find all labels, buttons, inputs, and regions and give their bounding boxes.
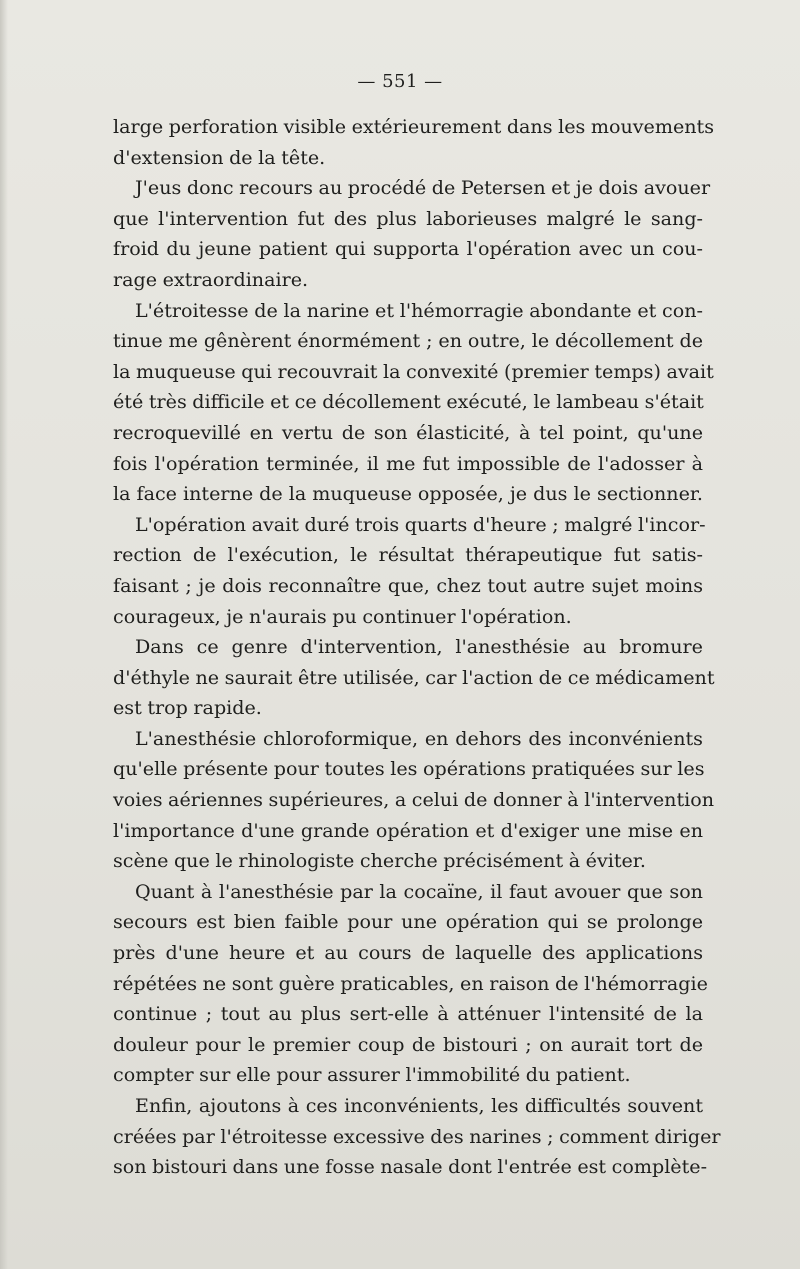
text-line: son bistouri dans une fosse nasale dont l'entrée est complète- <box>113 1155 708 1179</box>
text-line: J'eus donc recours au procédé de Petersen et je dois avouer <box>135 176 711 200</box>
text-line: créées par l'étroitesse excessive des narines ; comment diriger <box>113 1124 721 1148</box>
text-line: courageux, je n'aurais pu continuer l'opération. <box>113 604 572 628</box>
text-line: froid du jeune patient qui supporta l'opération avec un cou- <box>113 237 703 261</box>
page-number: — 551 — <box>357 71 443 92</box>
text-line: l'importance d'une grande opération et d'exiger une mise en <box>113 818 703 842</box>
text-line: fois l'opération terminée, il me fut impossible de l'adosser à <box>113 451 703 475</box>
text-line: est trop rapide. <box>113 696 262 720</box>
text-line: rection de l'exécution, le résultat thérapeutique fut satis- <box>113 543 703 567</box>
text-line: compter sur elle pour assurer l'immobilité du patient. <box>113 1063 631 1087</box>
text-line: qu'elle présente pour toutes les opérations pratiquées sur les <box>113 757 705 781</box>
text-line: douleur pour le premier coup de bistouri ; on aurait tort de <box>113 1032 703 1056</box>
text-line: rage extraordinaire. <box>113 267 309 291</box>
text-line: secours est bien faible pour une opération qui se prolonge <box>113 910 703 934</box>
text-line: d'extension de la tête. <box>113 145 326 169</box>
text-line: été très difficile et ce décollement exécuté, le lambeau s'était <box>113 390 704 414</box>
text-line: continue ; tout au plus sert-elle à atténuer l'intensité de la <box>113 1002 703 1026</box>
text-line: près d'une heure et au cours de laquelle des applications <box>113 941 703 965</box>
text-line: voies aériennes supérieures, a celui de donner à l'intervention <box>113 788 715 812</box>
text-line: Dans ce genre d'intervention, l'anesthésie au bromure <box>135 635 703 659</box>
text-line: d'éthyle ne saurait être utilisée, car l'action de ce médicament <box>113 665 715 689</box>
scan-edge-shadow <box>0 0 8 1269</box>
text-line: L'étroitesse de la narine et l'hémorragie abondante et con- <box>135 298 703 322</box>
text-line: faisant ; je dois reconnaître que, chez tout autre sujet moins <box>113 573 703 597</box>
text-line: Enfin, ajoutons à ces inconvénients, les difficultés souvent <box>135 1094 703 1117</box>
text-line: scène que le rhinologiste cherche précisément à éviter. <box>113 849 646 873</box>
body-text <box>113 112 721 1183</box>
text-line: la face interne de la muqueuse opposée, je dus le sectionner. <box>113 482 703 506</box>
text-line: recroquevillé en vertu de son élasticité, à tel point, qu'une <box>113 420 703 444</box>
text-line: Quant à l'anesthésie par la cocaïne, il faut avouer que son <box>135 879 703 903</box>
text-line: que l'intervention fut des plus laborieuses malgré le sang- <box>113 206 703 230</box>
text-line: répétées ne sont guère praticables, en raison de l'hémorragie <box>113 971 708 995</box>
text-line: L'anesthésie chloroformique, en dehors des inconvénients <box>135 726 703 750</box>
text-line: la muqueuse qui recouvrait la convexité (premier temps) avait <box>113 359 714 383</box>
text-line: large perforation visible extérieurement dans les mouvements <box>113 115 715 138</box>
text-line: tinue me gênèrent énormément ; en outre, le décollement de <box>113 329 703 353</box>
text-line: L'opération avait duré trois quarts d'heure ; malgré l'incor- <box>135 512 706 536</box>
